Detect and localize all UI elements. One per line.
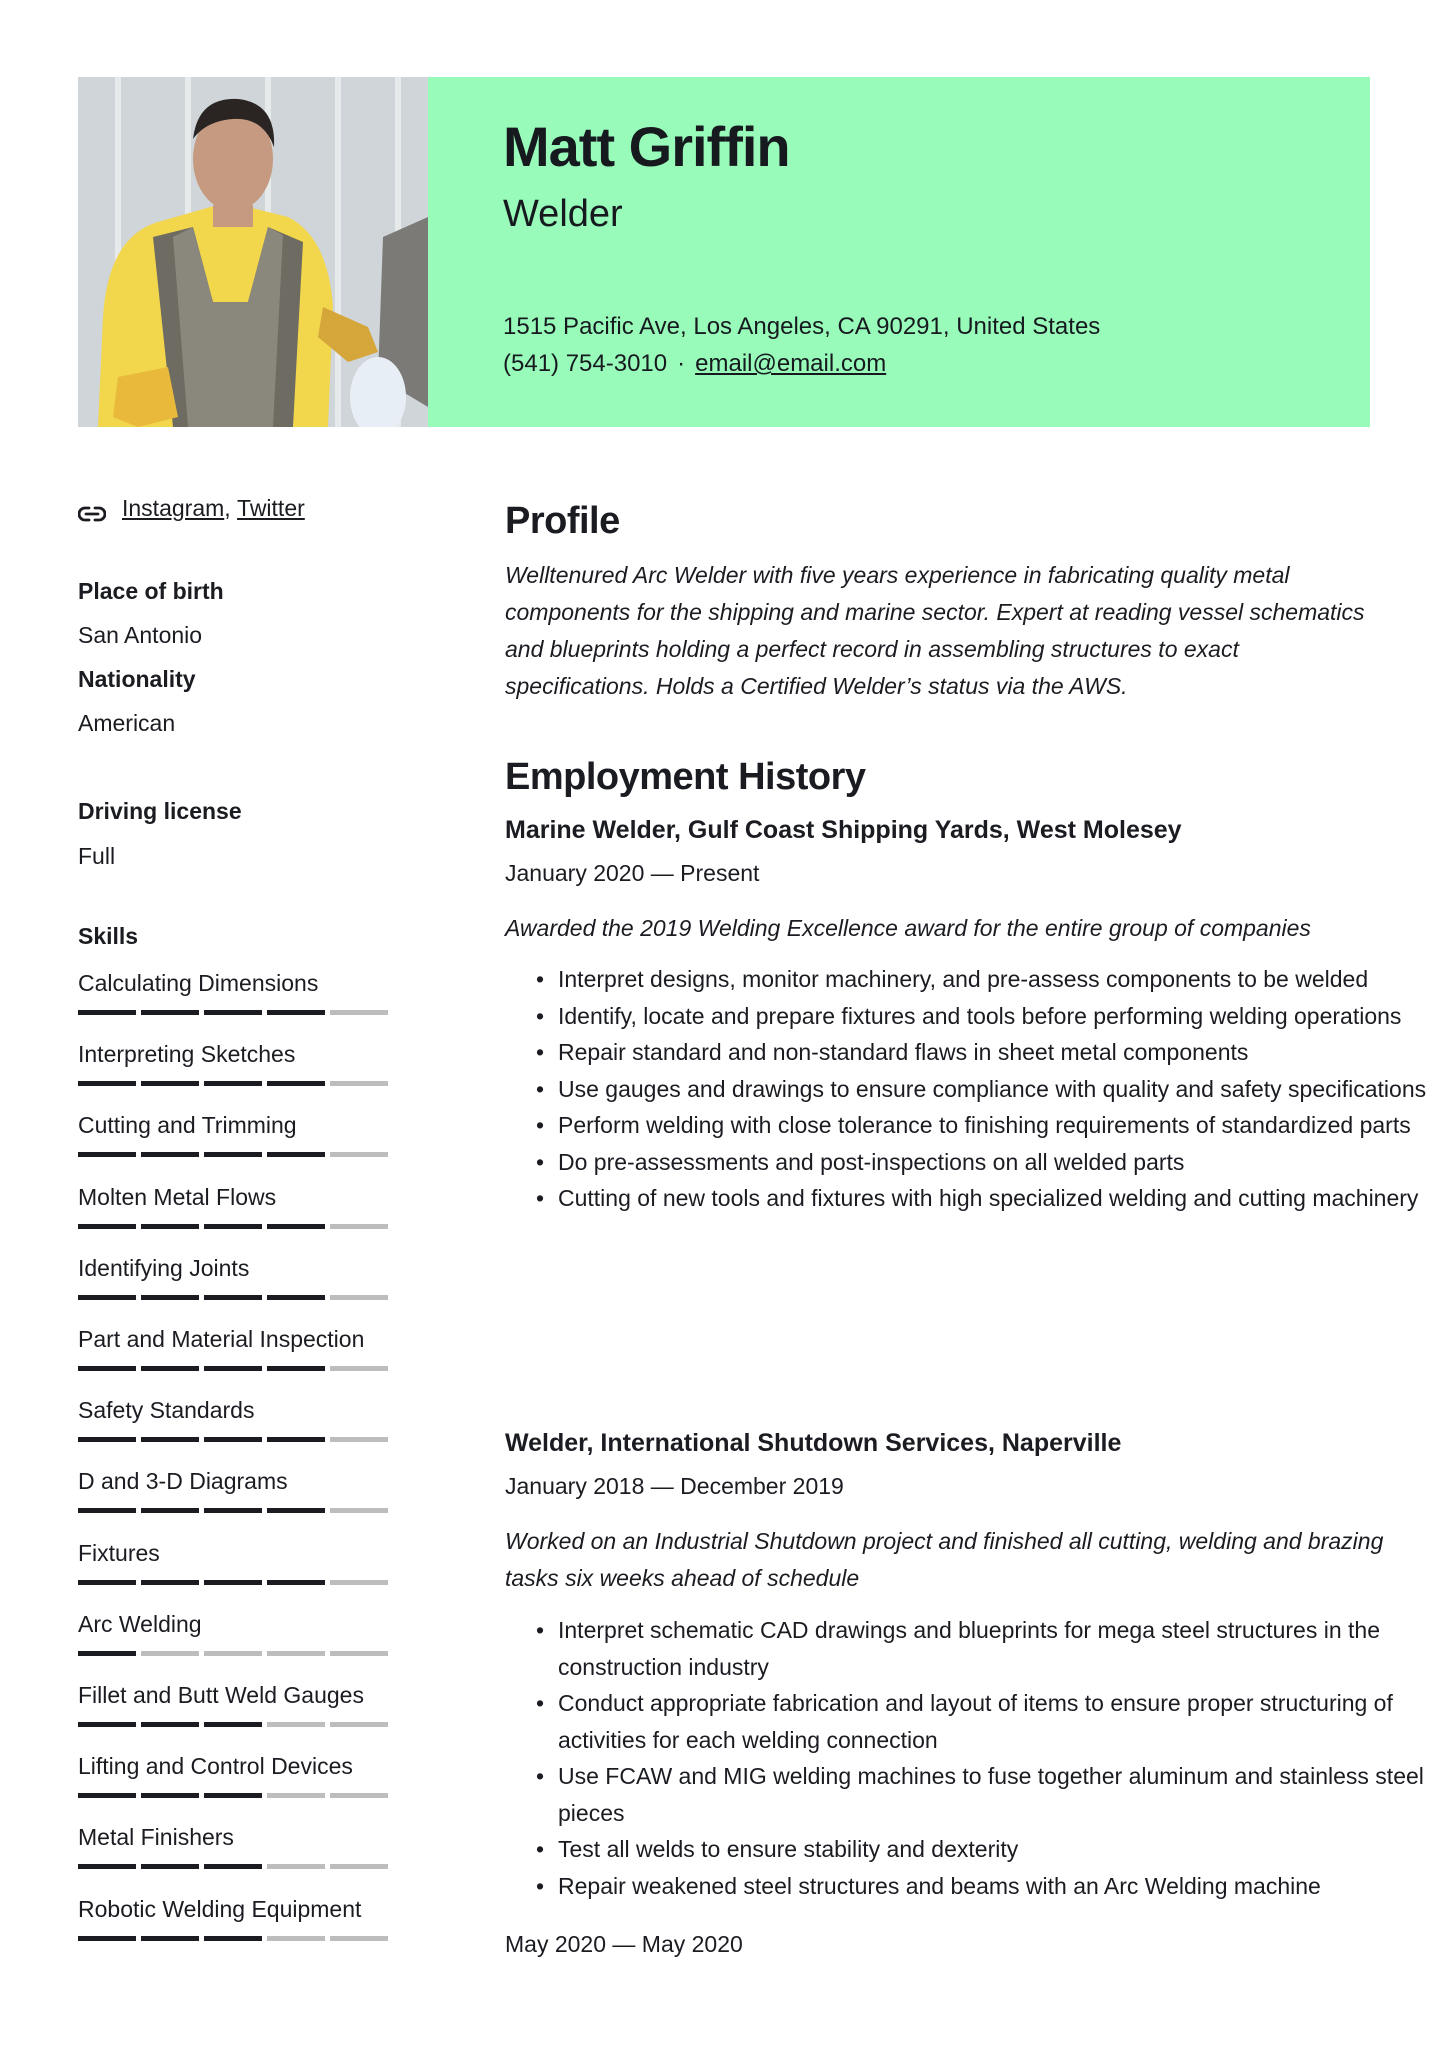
skill-level-segment xyxy=(267,1936,325,1941)
portrait-photo xyxy=(78,77,428,427)
skill-level-segment xyxy=(141,1651,199,1656)
social-links xyxy=(78,495,305,522)
skill-level-segment xyxy=(330,1936,388,1941)
skill-name: Arc Welding xyxy=(78,1610,202,1637)
skill-level-segment xyxy=(78,1010,136,1015)
employment-history-heading: Employment History xyxy=(505,756,866,798)
skill-name: Robotic Welding Equipment xyxy=(78,1895,362,1922)
skill-level-meter xyxy=(78,1081,398,1086)
skill-name: Interpreting Sketches xyxy=(78,1041,296,1068)
skill-level-segment xyxy=(267,1864,325,1869)
nationality-value: American xyxy=(78,710,176,736)
skill-level-segment xyxy=(141,1295,199,1300)
skill-name: Fixtures xyxy=(78,1539,160,1566)
skill-level-segment xyxy=(78,1793,136,1798)
phone-number: (541) 754-3010 xyxy=(503,350,668,377)
skill-name: Metal Finishers xyxy=(78,1824,234,1851)
job-title: Welder, International Shutdown Services, Naperville xyxy=(505,1429,1122,1457)
skill-item xyxy=(78,1253,398,1313)
skill-level-segment xyxy=(204,1152,262,1157)
skill-level-segment xyxy=(204,1508,262,1513)
skill-level-segment xyxy=(330,1508,388,1513)
skill-level-segment xyxy=(141,1010,199,1015)
profile-summary: Welltenured Arc Welder with five years experience in fabricating quality metal components for the shipping and marine sector. Expert at reading vessel schematics and blueprints holding a perfect record in assembling structures to exact specifications. Holds a Certified Welder’s status via the AWS. xyxy=(505,562,1365,699)
profile-heading: Profile xyxy=(505,500,620,542)
skill-level-segment xyxy=(141,1793,199,1798)
skill-name: Part and Material Inspection xyxy=(78,1326,365,1352)
bullet-item: • Repair standard and non-standard flaws in sheet metal components xyxy=(558,1034,1438,1071)
skill-level-segment xyxy=(267,1580,325,1585)
skill-level-segment xyxy=(330,1224,388,1229)
skill-level-segment xyxy=(141,1224,199,1229)
separator-dot: · xyxy=(677,350,686,377)
skill-level-segment xyxy=(141,1722,199,1727)
bullet-item: • Do pre-assessments and post-inspections on all welded parts xyxy=(558,1144,1438,1181)
driving-license-label: Driving license xyxy=(78,798,242,824)
skill-item xyxy=(78,1751,398,1811)
job-dates: January 2018 — December 2019 xyxy=(505,1473,844,1499)
skill-level-meter xyxy=(78,1366,398,1371)
skill-level-segment xyxy=(78,1508,136,1513)
bullet-item: • Test all welds to ensure stability and dexterity xyxy=(558,1831,1438,1868)
address: 1515 Pacific Ave, Los Angeles, CA 90291, United States xyxy=(503,313,1101,340)
skill-level-segment xyxy=(204,1010,262,1015)
links-separator: , xyxy=(224,495,238,521)
skill-level-segment xyxy=(204,1864,262,1869)
skill-level-segment xyxy=(330,1722,388,1727)
place-of-birth-label: Place of birth xyxy=(78,578,224,604)
skill-item xyxy=(78,1110,398,1170)
skill-level-segment xyxy=(330,1081,388,1086)
job-bullets xyxy=(505,961,1438,1217)
skill-level-segment xyxy=(141,1152,199,1157)
skill-level-segment xyxy=(267,1793,325,1798)
skill-name: Safety Standards xyxy=(78,1397,255,1424)
skill-level-segment xyxy=(204,1651,262,1656)
contact-line xyxy=(503,350,886,379)
skill-item xyxy=(78,1466,398,1526)
skill-item xyxy=(78,968,398,1028)
candidate-name: Matt Griffin xyxy=(503,115,790,178)
skill-level-meter xyxy=(78,1152,398,1157)
link-icon xyxy=(78,501,106,517)
skill-level-meter xyxy=(78,1936,398,1941)
skill-level-segment xyxy=(330,1580,388,1585)
bullet-item: • Conduct appropriate fabrication and layout of items to ensure proper structuring of activities for each welding connection xyxy=(558,1685,1438,1758)
skill-level-segment xyxy=(78,1366,136,1371)
skill-level-segment xyxy=(267,1508,325,1513)
bullet-item: • Use FCAW and MIG welding machines to fuse together aluminum and stainless steel pieces xyxy=(558,1758,1438,1831)
skill-level-segment xyxy=(204,1936,262,1941)
job-bullets xyxy=(505,1612,1438,1904)
skill-level-segment xyxy=(267,1010,325,1015)
skill-level-meter xyxy=(78,1010,398,1015)
email-link[interactable]: email@email.com xyxy=(695,350,887,377)
skill-level-segment xyxy=(204,1224,262,1229)
skill-level-segment xyxy=(330,1651,388,1656)
skill-item xyxy=(78,1324,398,1384)
skill-level-segment xyxy=(78,1081,136,1086)
skill-level-segment xyxy=(330,1010,388,1015)
driving-license-value: Full xyxy=(78,843,116,869)
skill-level-segment xyxy=(330,1152,388,1157)
skill-level-segment xyxy=(267,1651,325,1656)
skill-level-segment xyxy=(204,1437,262,1442)
skill-level-meter xyxy=(78,1722,398,1727)
skill-level-segment xyxy=(267,1081,325,1086)
skill-level-segment xyxy=(330,1864,388,1869)
skill-level-segment xyxy=(78,1580,136,1585)
bullet-item: • Use gauges and drawings to ensure compliance with quality and safety specifications xyxy=(558,1071,1438,1108)
skill-level-meter xyxy=(78,1793,398,1798)
skill-level-meter xyxy=(78,1295,398,1300)
skill-level-segment xyxy=(330,1295,388,1300)
skill-item xyxy=(78,1894,398,1954)
skill-level-segment xyxy=(204,1793,262,1798)
skill-level-segment xyxy=(78,1651,136,1656)
place-of-birth-value: San Antonio xyxy=(78,622,203,648)
skill-level-segment xyxy=(267,1224,325,1229)
bullet-item: • Interpret designs, monitor machinery, and pre-assess components to be welded xyxy=(558,961,1438,998)
skill-level-segment xyxy=(267,1437,325,1442)
resume-header xyxy=(78,77,1370,427)
skill-level-segment xyxy=(78,1224,136,1229)
job-dates: May 2020 — May 2020 xyxy=(505,1931,743,1957)
skill-item xyxy=(78,1039,398,1099)
skill-level-segment xyxy=(78,1437,136,1442)
skill-level-meter xyxy=(78,1864,398,1869)
twitter-link[interactable]: Twitter xyxy=(237,495,305,521)
skill-level-segment xyxy=(141,1437,199,1442)
job-dates: January 2020 — Present xyxy=(505,860,760,886)
skill-name: Lifting and Control Devices xyxy=(78,1753,353,1780)
skill-level-segment xyxy=(267,1366,325,1371)
skill-name: Cutting and Trimming xyxy=(78,1112,297,1139)
skill-level-segment xyxy=(330,1366,388,1371)
skill-level-meter xyxy=(78,1508,398,1513)
skill-name: Identifying Joints xyxy=(78,1254,250,1281)
skill-level-segment xyxy=(141,1508,199,1513)
skill-level-segment xyxy=(141,1936,199,1941)
skill-level-segment xyxy=(204,1295,262,1300)
job-title: Marine Welder, Gulf Coast Shipping Yards, West Molesey xyxy=(505,816,1182,844)
skill-item xyxy=(78,1538,398,1598)
skill-level-meter xyxy=(78,1224,398,1229)
skill-name: Calculating Dimensions xyxy=(78,970,319,996)
job-summary: Awarded the 2019 Welding Excellence award for the entire group of companies xyxy=(505,915,1311,941)
candidate-job-title: Welder xyxy=(503,193,623,235)
skill-level-segment xyxy=(141,1081,199,1086)
skill-level-segment xyxy=(204,1722,262,1727)
bullet-item: • Interpret schematic CAD drawings and blueprints for mega steel structures in the construction industry xyxy=(558,1612,1438,1685)
skills-heading: Skills xyxy=(78,923,139,949)
skill-level-segment xyxy=(78,1864,136,1869)
bullet-item: • Identify, locate and prepare fixtures and tools before performing welding operations xyxy=(558,998,1438,1035)
person-photo-icon xyxy=(78,77,428,427)
bullet-item: • Perform welding with close tolerance to finishing requirements of standardized parts xyxy=(558,1107,1438,1144)
skill-level-segment xyxy=(78,1936,136,1941)
skill-level-meter xyxy=(78,1651,398,1656)
job-summary: Worked on an Industrial Shutdown project and finished all cutting, welding and brazing tasks six weeks ahead of schedule xyxy=(505,1528,1384,1591)
skill-item xyxy=(78,1680,398,1740)
skill-level-segment xyxy=(267,1152,325,1157)
skill-level-segment xyxy=(204,1580,262,1585)
skill-level-segment xyxy=(204,1081,262,1086)
skill-level-segment xyxy=(78,1722,136,1727)
skill-level-segment xyxy=(267,1722,325,1727)
bullet-item: • Cutting of new tools and fixtures with high specialized welding and cutting machinery xyxy=(558,1180,1438,1217)
bullet-item: • Repair weakened steel structures and beams with an Arc Welding machine xyxy=(558,1868,1438,1905)
nationality-label: Nationality xyxy=(78,666,196,692)
skill-level-segment xyxy=(204,1366,262,1371)
skill-level-segment xyxy=(141,1864,199,1869)
skill-item xyxy=(78,1822,398,1882)
skill-level-segment xyxy=(78,1295,136,1300)
skill-level-segment xyxy=(267,1295,325,1300)
skill-level-segment xyxy=(330,1437,388,1442)
skill-level-meter xyxy=(78,1437,398,1442)
skill-level-segment xyxy=(330,1793,388,1798)
skill-item xyxy=(78,1182,398,1242)
skill-level-segment xyxy=(141,1580,199,1585)
skill-level-meter xyxy=(78,1580,398,1585)
skill-level-segment xyxy=(141,1366,199,1371)
skill-name: D and 3-D Diagrams xyxy=(78,1468,288,1495)
skill-item xyxy=(78,1395,398,1455)
skill-name: Molten Metal Flows xyxy=(78,1183,277,1210)
skill-name: Fillet and Butt Weld Gauges xyxy=(78,1682,364,1708)
skill-item xyxy=(78,1609,398,1669)
skill-level-segment xyxy=(78,1152,136,1157)
instagram-link[interactable]: Instagram xyxy=(122,495,225,521)
